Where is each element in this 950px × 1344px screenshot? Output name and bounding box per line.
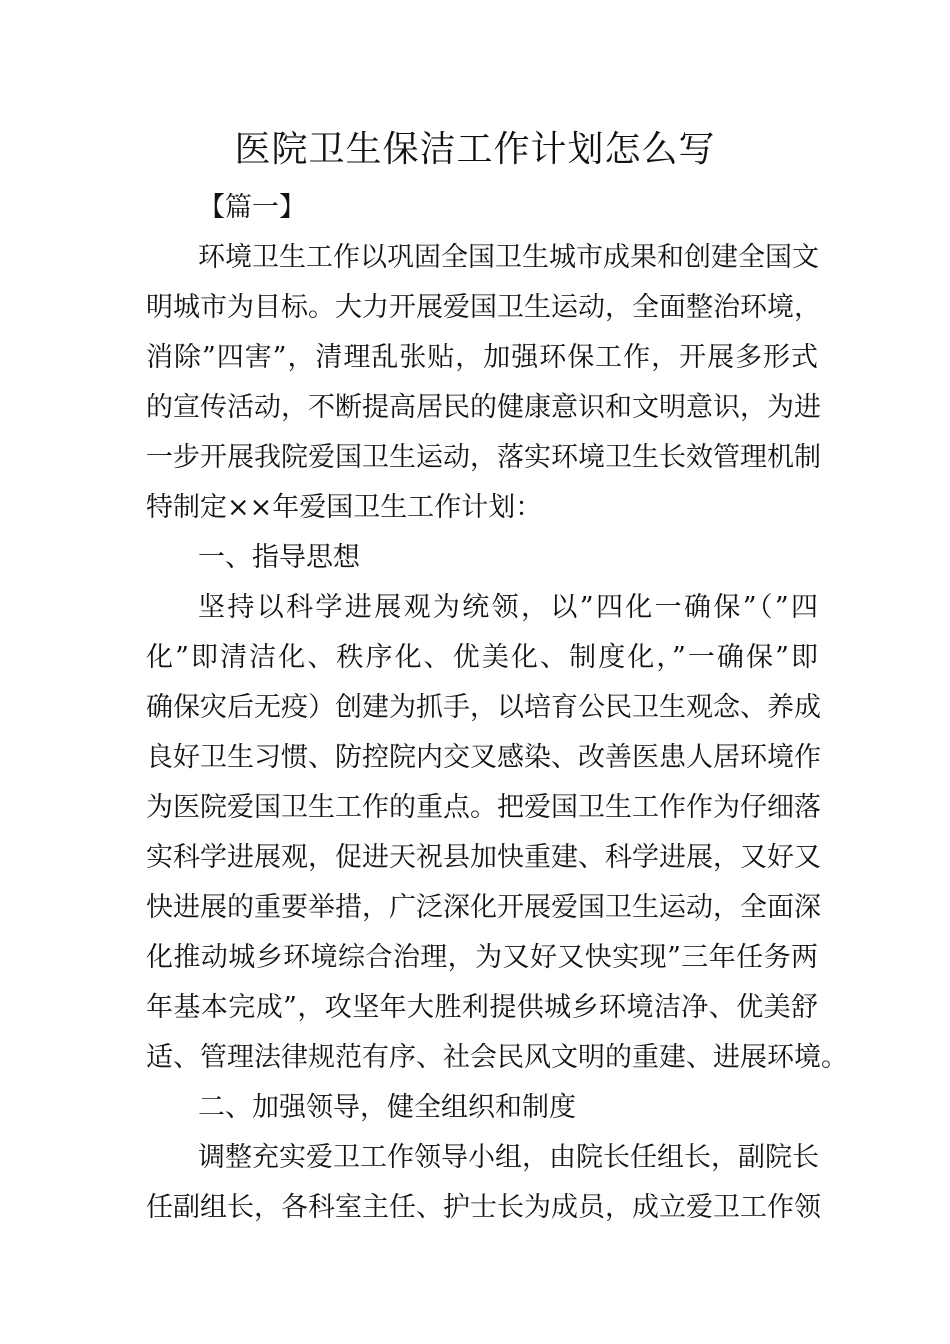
text-line: 适、管理法律规范有序、社会民风文明的重建、进展环境。 (146, 1042, 848, 1073)
text-line: 环境卫生工作以巩固全国卫生城市成果和创建全国文 (198, 242, 819, 273)
text-line: 调整充实爱卫工作领导小组，由院长任组长，副院长 (198, 1142, 819, 1173)
text-line: 任副组长，各科室主任、护士长为成员，成立爱卫工作领 (146, 1192, 821, 1223)
text-line: 化推动城乡环境综合治理，为又好又快实现”三年任务两 (146, 942, 818, 973)
text-line: 特制定××年爱国卫生工作计划： (146, 492, 543, 523)
text-line: 一步开展我院爱国卫生运动，落实环境卫生长效管理机制 (146, 442, 821, 473)
text-line: 实科学进展观，促进天祝县加快重建、科学进展，又好又 (146, 842, 821, 873)
text-line: 为医院爱国卫生工作的重点。把爱国卫生工作作为仔细落 (146, 792, 821, 823)
text-line: 的宣传活动，不断提高居民的健康意识和文明意识，为进 (146, 392, 821, 423)
text-line: 一、指导思想 (198, 542, 360, 573)
text-line: 确保灾后无疫）创建为抓手，以培育公民卫生观念、养成 (146, 692, 821, 723)
text-line: 年基本完成”，攻坚年大胜利提供城乡环境洁净、优美舒 (146, 992, 818, 1023)
document-title: 医院卫生保洁工作计划怎么写 (234, 129, 716, 170)
text-line: 二、加强领导，健全组织和制度 (198, 1092, 576, 1123)
text-line: 消除”四害”，清理乱张贴，加强环保工作，开展多形式 (146, 342, 818, 373)
document-body (146, 183, 848, 1233)
text-line: 快进展的重要举措，广泛深化开展爱国卫生运动，全面深 (146, 892, 821, 923)
text-line: 良好卫生习惯、防控院内交叉感染、改善医患人居环境作 (146, 742, 821, 773)
text-line: 化”即清洁化、秩序化、优美化、制度化，”一确保”即 (146, 642, 818, 673)
text-line: 坚持以科学进展观为统领，以”四化一确保”（”四 (198, 592, 818, 623)
text-line: 明城市为目标。大力开展爱国卫生运动，全面整治环境， (146, 292, 821, 323)
text-line: 【篇一】 (198, 192, 306, 223)
